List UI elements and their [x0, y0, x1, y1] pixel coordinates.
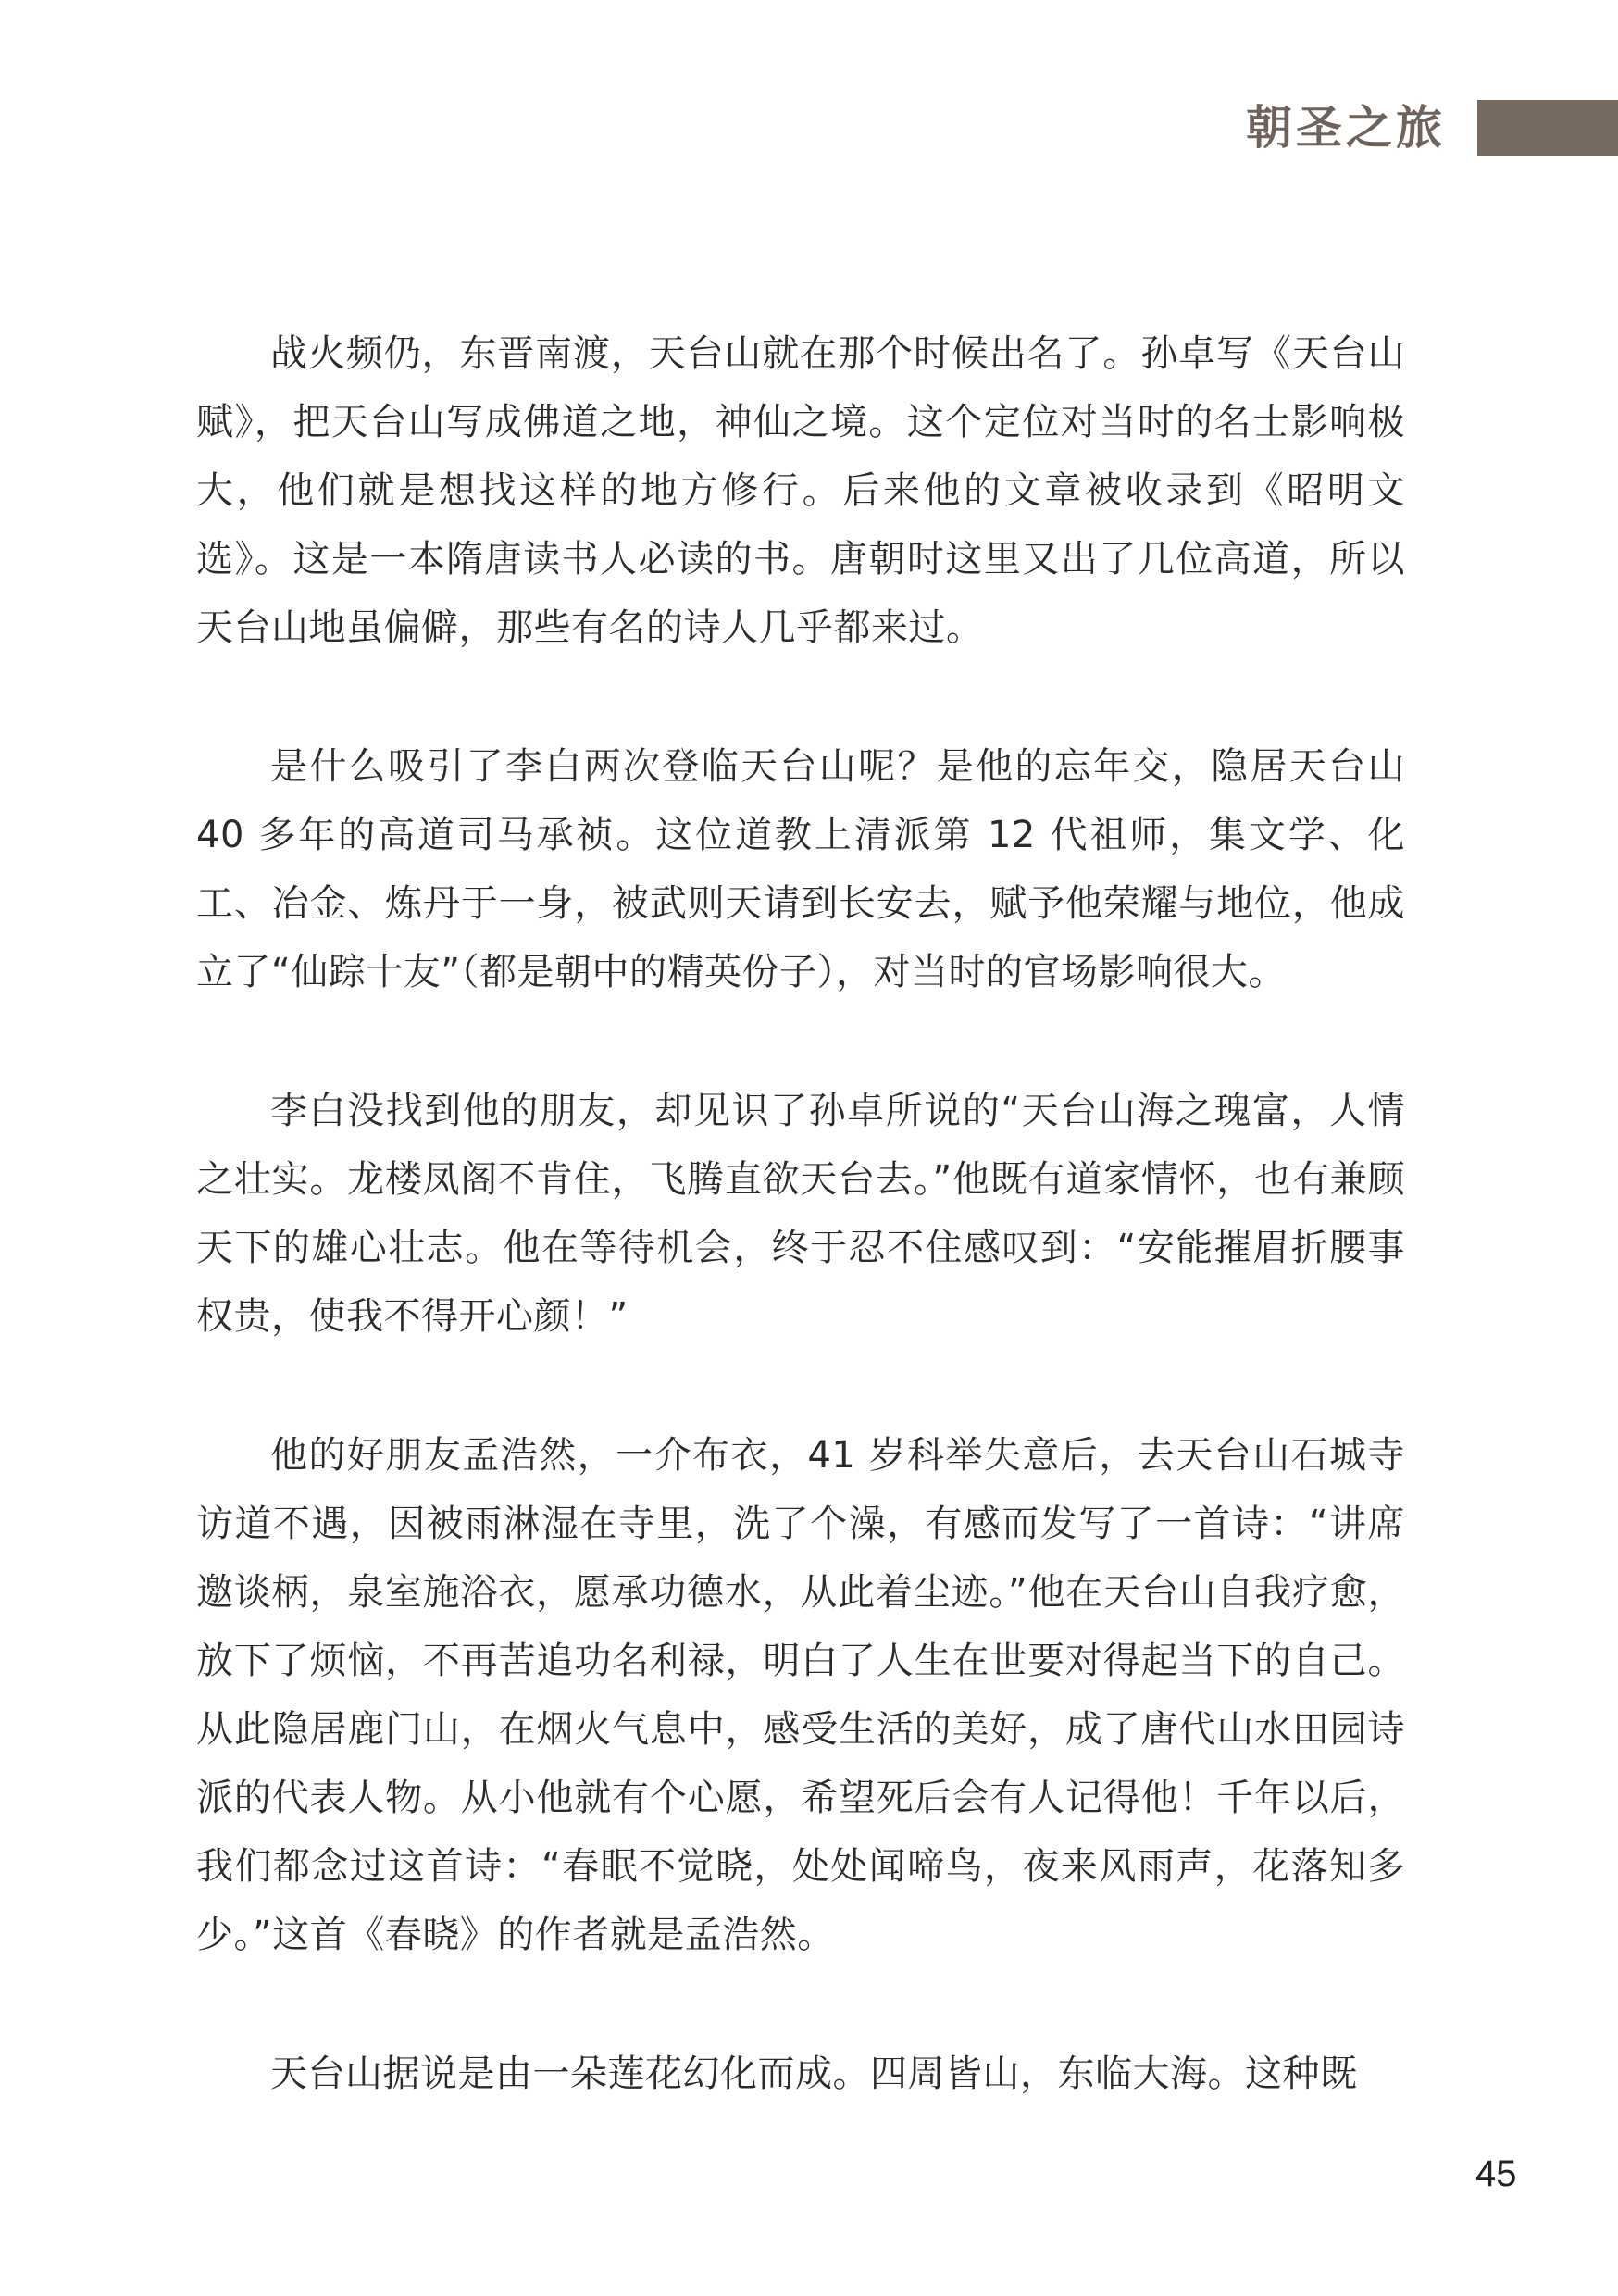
paragraph-1: 战火频仍，东晋南渡，天台山就在那个时候出名了。孙卓写《天台山赋》，把天台山写成佛道之地，神仙之境。这个定位对当时的名士影响极大，他们就是想找这样的地方修行。后来他的文章被收录到《昭明文选》。这是一本隋唐读书人必读的书。唐朝时这里又出了几位高道，所以天台山地虽偏僻，那些有名的诗人几乎都来过。 — [196, 332, 1405, 649]
page-number: 45 — [1475, 2153, 1517, 2194]
paragraph-5: 天台山据说是由一朵莲花幻化而成。四周皆山，东临大海。这种既 — [270, 2053, 1358, 2095]
section-title: 朝圣之旅 — [1246, 101, 1446, 155]
paragraph-2: 是什么吸引了李白两次登临天台山呢？是他的忘年交，隐居天台山 40 多年的高道司马承祯。这位道教上清派第 12 代祖师，集文学、化工、冶金、炼丹于一身，被武则天请到长安去，赋予他荣耀与地位，他成立了“仙踪十友”（都是朝中的精英份子），对当时的官场影响很大。 — [196, 745, 1405, 993]
body-text — [196, 319, 1405, 2178]
header-color-bar — [1477, 100, 1618, 156]
running-header — [1246, 100, 1618, 156]
paragraph-4: 他的好朋友孟浩然，一介布衣，41 岁科举失意后，去天台山石城寺访道不遇，因被雨淋湿在寺里，洗了个澡，有感而发写了一首诗：“讲席邀谈柄，泉室施浴衣，愿承功德水，从此着尘迹。”他在天台山自我疗愈，放下了烦恼，不再苦追功名利禄，明白了人生在世要对得起当下的自己。从此隐居鹿门山，在烟火气息中，感受生活的美好，成了唐代山水田园诗派的代表人物。从小他就有个心愿，希望死后会有人记得他！千年以后，我们都念过这首诗：“春眠不觉晓，处处闻啼鸟，夜来风雨声，花落知多少。”这首《春晓》的作者就是孟浩然。 — [196, 1434, 1405, 1956]
paragraph-3: 李白没找到他的朋友，却见识了孙卓所说的“天台山海之瑰富，人情之壮实。龙楼凤阁不肯住，飞腾直欲天台去。”他既有道家情怀，也有兼顾天下的雄心壮志。他在等待机会，终于忍不住感叹到：“安能摧眉折腰事权贵，使我不得开心颜！” — [196, 1090, 1405, 1338]
